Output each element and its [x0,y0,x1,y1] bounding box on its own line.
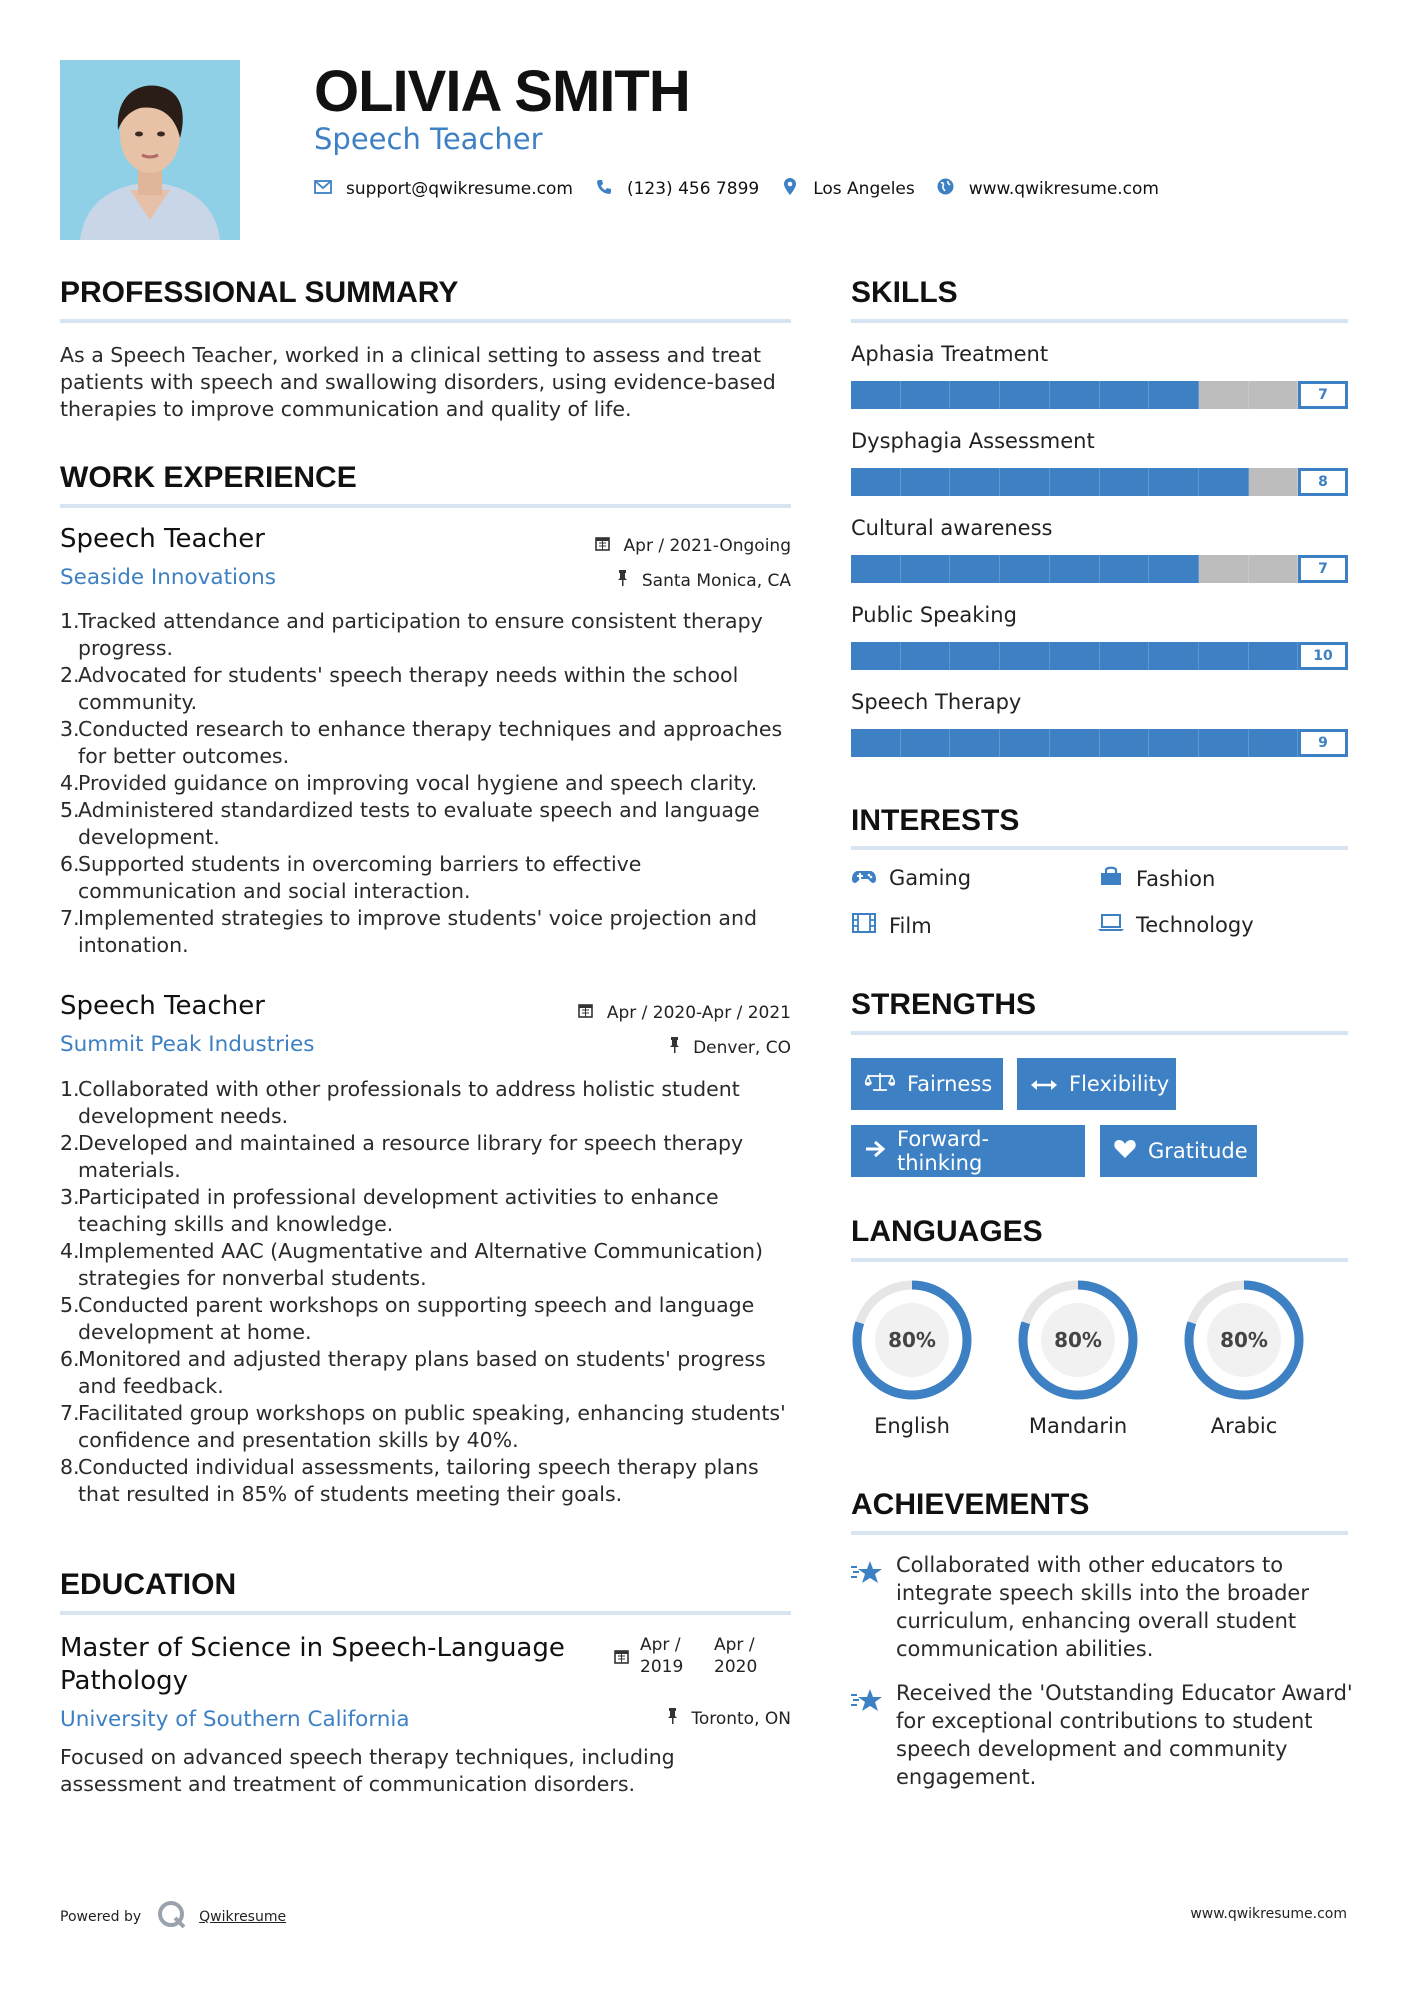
list-item: 4. Provided guidance on improving vocal hygiene and speech clarity. [60,771,758,795]
interests-rule [851,846,1348,850]
map-marker-icon [781,178,799,200]
interest-label: Gaming [889,866,972,890]
strength-label: Gratitude [1148,1139,1248,1163]
job-location-text: Santa Monica, CA [641,571,791,591]
strength-label: Fairness [907,1072,993,1096]
skill-level-badge: 8 [1298,468,1348,496]
achievement-item: Collaborated with other educators to integrate speech skills into the broader curriculum, enhancing overall student communication abilities. [896,1553,1309,1661]
summary-heading: PROFESSIONAL SUMMARY [60,276,459,309]
job-location [669,1037,791,1058]
skill-bar [851,468,1348,496]
education-date-start: Apr / 2019 [640,1635,684,1677]
education-location-text: Toronto, ON [691,1709,791,1729]
job-company: Summit Peak Industries [60,1032,315,1057]
list-item: 1. Collaborated with other professionals to address holistic student development needs. [60,1077,740,1128]
degree-title: Master of Science in Speech-Language Pathology [60,1633,565,1696]
job-bullet-list [60,608,800,959]
strengths-rule [851,1031,1348,1035]
phone-icon [595,179,613,200]
balance-scale-icon [865,1072,895,1097]
skill-name: Aphasia Treatment [851,342,1049,366]
education-description: Focused on advanced speech therapy techniques, including assessment and treatment of communication disorders. [60,1745,675,1796]
strengths-heading: STRENGTHS [851,988,1037,1021]
language-percent: 80% [888,1328,936,1352]
skill-level-badge: 10 [1298,642,1348,670]
skill-bar [851,729,1348,757]
achievements-rule [851,1531,1348,1535]
strength-label: Forward-thinking [897,1127,990,1175]
list-item: 8. Conducted individual assessments, tailoring speech therapy plans that resulted in 85% of students meeting their goals. [60,1455,759,1506]
skill-bar [851,642,1348,670]
job-title: Speech Teacher [60,524,265,554]
school-name: University of Southern California [60,1707,410,1732]
calendar-icon [595,536,615,556]
skill-level-badge: 9 [1298,729,1348,757]
arrow-right-icon [865,1139,885,1163]
list-item: 4. Implemented AAC (Augmentative and Alternative Communication) strategies for nonverbal students. [60,1239,764,1290]
calendar-icon [578,1003,598,1023]
skill-bar [851,555,1348,583]
skill-bar [851,381,1348,409]
interest-label: Fashion [1136,866,1216,891]
language-name: Mandarin [1028,1414,1128,1438]
languages-rule [851,1258,1348,1262]
arrows-horizontal-icon [1031,1072,1057,1096]
film-icon [851,913,877,938]
skill-name: Cultural awareness [851,516,1053,540]
profile-photo [60,60,240,240]
interest-item [1098,866,1215,891]
education-date-end: Apr / 2020 [714,1635,758,1677]
language-progress-ring [1016,1278,1140,1402]
language-name: Arabic [1210,1414,1278,1438]
job-title: Speech Teacher [60,991,265,1021]
list-item: 1. Tracked attendance and participation to ensure consistent therapy progress. [60,609,763,660]
shopping-bag-icon [1098,866,1124,891]
list-item: 5. Administered standardized tests to evaluate speech and language development. [60,798,760,849]
strength-label: Flexibility [1069,1072,1170,1096]
envelope-icon [314,179,332,199]
pin-icon [617,571,633,591]
list-item: 7. Facilitated group workshops on public speaking, enhancing students' confidence and presentation skills by 40%. [60,1401,786,1452]
skill-name: Dysphagia Assessment [851,429,1095,453]
language-progress-ring [1182,1278,1306,1402]
list-item: 3. Conducted research to enhance therapy techniques and approaches for better outcomes. [60,717,783,768]
contact-phone[interactable]: (123) 456 7899 [626,179,760,199]
star-award-icon [851,1687,883,1719]
pin-icon [669,1038,685,1058]
skill-name: Public Speaking [851,603,1017,627]
job-dates [578,1003,791,1023]
language-percent: 80% [1054,1328,1102,1352]
summary-rule [60,319,791,323]
education-location [667,1708,791,1729]
contact-row [314,178,1181,200]
interest-item [851,866,971,890]
skills-heading: SKILLS [851,276,958,309]
language-name: English [874,1414,950,1438]
interest-label: Film [889,913,932,938]
list-item: 6. Monitored and adjusted therapy plans based on students' progress and feedback. [60,1347,766,1398]
list-item: 6. Supported students in overcoming barriers to effective communication and social interaction. [60,852,642,903]
candidate-name: OLIVIA SMITH [314,59,690,124]
contact-email[interactable]: support@qwikresume.com [346,179,573,199]
skill-level-badge: 7 [1298,381,1348,409]
globe-icon [937,178,955,200]
calendar-icon [614,1649,629,1669]
contact-location: Los Angeles [813,179,915,199]
skills-rule [851,319,1348,323]
achievements-heading: ACHIEVEMENTS [851,1488,1090,1521]
education-rule [60,1611,791,1615]
list-item: 7. Implemented strategies to improve students' voice projection and intonation. [60,906,757,957]
job-dates-text: Apr / 2020-Apr / 2021 [606,1003,791,1023]
job-company: Seaside Innovations [60,565,276,590]
list-item: 3. Participated in professional development activities to enhance teaching skills and knowledge. [60,1185,719,1236]
list-item: 2. Advocated for students' speech therapy needs within the school community. [60,663,739,714]
languages-heading: LANGUAGES [851,1215,1043,1248]
strength-tag [851,1058,1003,1110]
strength-tag [851,1125,1085,1177]
pin-icon [667,1709,683,1729]
star-award-icon [851,1559,883,1591]
footer-powered-by [60,1900,286,1934]
list-item: 5. Conducted parent workshops on supporting speech and language development at home. [60,1293,755,1344]
contact-website[interactable]: www.qwikresume.com [968,179,1159,199]
education-heading: EDUCATION [60,1568,237,1601]
qwikresume-link[interactable]: Qwikresume [199,1909,287,1925]
powered-by-text: Powered by [60,1909,142,1925]
qwikresume-logo-icon [157,1900,187,1934]
gamepad-icon [851,866,877,890]
summary-text: As a Speech Teacher, worked in a clinical setting to assess and treat patients with speech and swallowing disorders, using evidence-based therapies to improve communication and quality of life. [60,343,776,421]
job-bullet-list [60,1076,800,1508]
job-location [617,570,791,591]
interest-item [1098,913,1254,937]
interests-heading: INTERESTS [851,804,1020,837]
language-percent: 80% [1220,1328,1268,1352]
skill-name: Speech Therapy [851,690,1022,714]
achievement-item: Received the 'Outstanding Educator Award' for exceptional contributions to student speech development and community engagement. [896,1681,1353,1789]
experience-rule [60,504,791,508]
candidate-title: Speech Teacher [314,122,543,156]
list-item: 2. Developed and maintained a resource library for speech therapy materials. [60,1131,744,1182]
language-progress-ring [850,1278,974,1402]
strength-tag [1100,1125,1257,1177]
laptop-icon [1098,913,1124,937]
experience-heading: WORK EXPERIENCE [60,461,357,494]
footer-url[interactable]: www.qwikresume.com [1190,1906,1347,1922]
job-location-text: Denver, CO [693,1038,791,1058]
job-dates-text: Apr / 2021-Ongoing [623,536,791,556]
interest-label: Technology [1136,913,1254,937]
job-dates [595,536,791,556]
skill-level-badge: 7 [1298,555,1348,583]
strength-tag [1017,1058,1176,1110]
heart-icon [1114,1139,1136,1164]
interest-item [851,913,932,938]
